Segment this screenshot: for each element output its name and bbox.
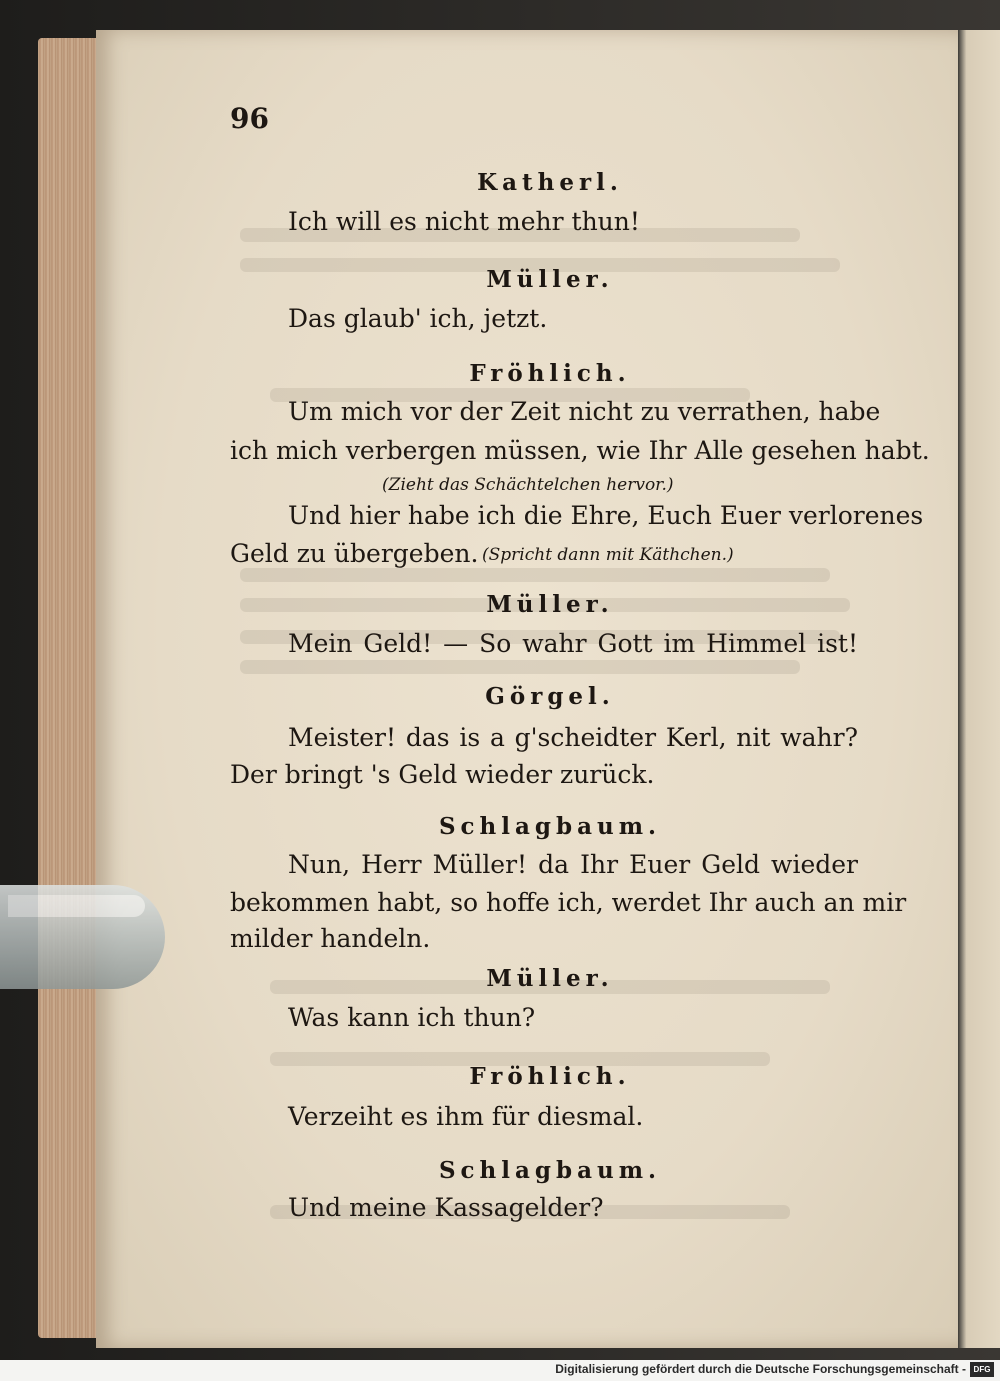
speaker-name: Fröhlich. bbox=[469, 360, 631, 387]
speaker-name: Müller. bbox=[486, 266, 614, 293]
stage-direction: (Zieht das Schächtelchen hervor.) bbox=[382, 475, 674, 495]
speech-line: Meister! das is a g'scheidter Kerl, nit wahr? bbox=[288, 723, 858, 752]
speech-line: Nun, Herr Müller! da Ihr Euer Geld wieder bbox=[288, 850, 858, 879]
speaker-name: Fröhlich. bbox=[469, 1063, 631, 1090]
speech-line: Was kann ich thun? bbox=[288, 1003, 536, 1032]
speaker-name: Görgel. bbox=[485, 683, 615, 710]
speech-line: Und meine Kassagelder? bbox=[288, 1193, 604, 1222]
speech-line: milder handeln. bbox=[230, 924, 431, 953]
speech-line: Mein Geld! — So wahr Gott im Himmel ist! bbox=[288, 629, 858, 658]
speech-line: ich mich verbergen müssen, wie Ihr Alle gesehen habt. bbox=[230, 436, 930, 465]
page-number: 96 bbox=[230, 102, 269, 135]
page-clip-tab bbox=[0, 885, 165, 989]
speaker-name: Müller. bbox=[486, 965, 614, 992]
speaker-name: Schlagbaum. bbox=[438, 813, 662, 840]
speech-line: bekommen habt, so hoffe ich, werdet Ihr auch an mir bbox=[230, 888, 907, 917]
speaker-name: Katherl. bbox=[477, 169, 623, 196]
speaker-name: Schlagbaum. bbox=[438, 1157, 662, 1184]
speech-line: Um mich vor der Zeit nicht zu verrathen, habe bbox=[288, 397, 881, 426]
speech-line: Ich will es nicht mehr thun! bbox=[288, 207, 640, 236]
stage-direction: (Spricht dann mit Käthchen.) bbox=[482, 545, 734, 565]
facing-page-edge bbox=[958, 30, 1000, 1348]
dfg-logo: DFG bbox=[970, 1362, 994, 1377]
speaker-name: Müller. bbox=[486, 591, 614, 618]
page-text-block bbox=[230, 0, 930, 1340]
speech-line: Der bringt 's Geld wieder zurück. bbox=[230, 760, 655, 789]
funding-credit: Digitalisierung gefördert durch die Deutsche Forschungsgemeinschaft - bbox=[555, 1362, 966, 1376]
speech-line: Das glaub' ich, jetzt. bbox=[288, 304, 548, 333]
speech-line: Geld zu übergeben. bbox=[230, 539, 479, 568]
speech-line: Und hier habe ich die Ehre, Euch Euer verlorenes bbox=[288, 501, 924, 530]
speech-line: Verzeiht es ihm für diesmal. bbox=[288, 1102, 644, 1131]
